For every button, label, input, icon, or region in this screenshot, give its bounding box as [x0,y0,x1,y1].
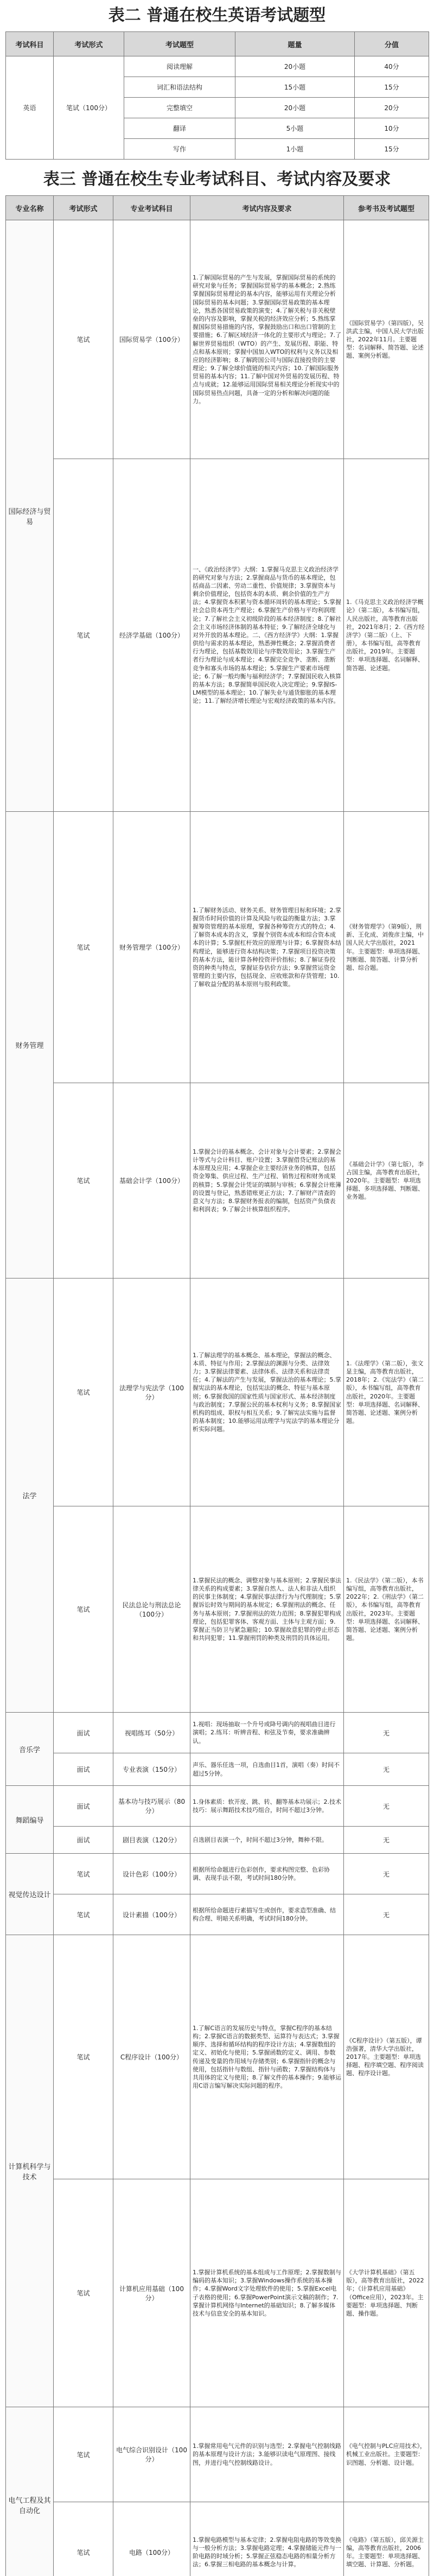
table3-header-subject: 专业考试科目 [113,196,190,220]
exam-content: 1.掌握计算机系统的基本组成与工作原理；2.掌握数制与编码的基本知识；3.掌握Windows操作系统的基本操作；4.掌握Word文字处理软件的使用；5.掌握Excel电子表格的使用；6.掌握PowerPoint演示文稿的制作；7.掌握计算机网络与Internet的基础知识；8.了解多媒体技术与信息安全的基本知识。 [190,2179,344,2407]
exam-reference: 《财务管理学》（第9版），荆新、王化成、刘俊彦主编，中国人民大学出版社，2021年。主要题型：单项选择题、判断题、简答题、计算分析题、综合题。 [344,812,429,1083]
exam-reference: 1.《法理学》（第二版），张文显主编，高等教育出版社，2018年；2.《宪法学》（第二版），本书编写组，高等教育出版社，2020年。主要题型：单项选择题、名词解释、简答题、论述题、案例分析题。 [344,1279,429,1506]
major-name: 音乐学 [6,1713,54,1786]
exam-reference: 《大学计算机基础》（第五版），高等教育出版社，2022年；《计算机应用基础》（Office应用），2023年。主要题型：单项选择题、判断题、操作题。 [344,2179,429,2407]
question-score: 10分 [355,118,429,139]
exam-subject: 经济学基础（100分） [113,459,190,812]
table3-header-content: 考试内容及要求 [190,196,344,220]
major-name: 舞蹈编导 [6,1786,54,1854]
exam-subject: 民法总论与刑法总论（100分） [113,1506,190,1713]
exam-subject: 专业表演（150分） [113,1753,190,1786]
table3-header-row [6,196,429,220]
exam-subject: 视唱练耳（50分） [113,1713,190,1753]
major-name: 电气工程及其自动化 [6,2407,54,2576]
exam-reference: 无 [344,1827,429,1854]
table-row [6,1935,429,2179]
table-row [6,1083,429,1279]
table-row [6,1854,429,1894]
exam-content: 1.掌握民法的概念、调整对象与基本原则；2.掌握民事法律关系的构成要素；3.掌握自然人、法人和非法人组织的民事主体制度；4.掌握民事法律行为与代理制度；5.掌握诉讼时效与期间的基本规定；6.掌握刑法的概念、任务与基本原则；7.掌握刑法的效力范围；8.掌握犯罪构成理论，包括犯罪客体、客观方面、主体与主观方面；9.掌握正当防卫与紧急避险；10.掌握故意犯罪的停止形态和共同犯罪；11.掌握刑罚的种类及刑罚的具体运用。 [190,1506,344,1713]
exam-subject: 剧目表演（120分） [113,1827,190,1854]
question-type: 词汇和语法结构 [124,77,235,98]
major-name: 法学 [6,1279,54,1713]
major-name: 视觉传达设计 [6,1854,54,1935]
table-row [6,2407,429,2502]
major-name: 计算机科学与技术 [6,1935,54,2407]
exam-reference: 《电路》（第五版），邱关源主编，高等教育出版社，2006年。主要题型：单项选择题、填空题、计算题、分析题。 [344,2502,429,2576]
exam-subject: 基础会计学（100分） [113,1083,190,1279]
table3-header-form: 考试形式 [54,196,113,220]
exam-form: 笔试 [54,2502,113,2576]
exam-content: 根据所给命题进行色彩创作，要求构图完整、色彩协调、表现手法不限，考试时间180分钟。 [190,1854,344,1894]
table2-header-subject: 考试科目 [6,32,54,56]
exam-content: 1.了解法理学的基本概念、基本理论，掌握法的概念、本质、特征与作用；2.掌握法的渊源与分类、法律效力；3.掌握法律要素、法律体系、法律关系和法律责任；4.了解法的产生与发展，掌握法治的基本理论；5.掌握宪法的基本理论，包括宪法的概念、特征与基本原则；6.掌握我国的国家性质与国家形式、基本经济制度与政治制度；7.掌握公民的基本权利与义务；8.掌握国家机构的组成、职权与相互关系；9.了解宪法实施与监督的基本制度；10.能够运用法理学与宪法学的基本理论分析实际问题。 [190,1279,344,1506]
table2-header-count: 题量 [235,32,355,56]
exam-reference: 无 [344,1894,429,1935]
exam-form: 笔试 [54,812,113,1083]
table2-title: 表二 普通在校生英语考试题型 [108,6,326,25]
table-row [6,1827,429,1854]
exam-subject: 设计素描（100分） [113,1894,190,1935]
exam-subject: 设计色彩（100分） [113,1854,190,1894]
table2-subject-cell: 英语 [6,56,54,160]
exam-content: 1.视唱：现场抽取一个升号或降号调内的视唱曲目进行演唱；2.练耳：听辨音程、和弦及节奏，要求准确辨认。 [190,1713,344,1753]
question-type: 翻译 [124,118,235,139]
exam-form: 面试 [54,1827,113,1854]
table2-format-cell: 笔试（100分） [54,56,124,160]
exam-form: 笔试 [54,459,113,812]
exam-content: 1.身体素质：软开度、跳、转、翻等基本功展示；2.技术技巧：展示舞蹈技术技巧组合，时间不超过3分钟。 [190,1786,344,1827]
table3-title: 表三 普通在校生专业考试科目、考试内容及要求 [43,170,391,189]
exam-form: 笔试 [54,1506,113,1713]
table-row [6,1506,429,1713]
exam-content: 一、《政治经济学》大纲：1.掌握马克思主义政治经济学的研究对象与方法；2.掌握商品与货币的基本理论，包括商品二因素、劳动二重性、价值规律；3.掌握资本与剩余价值理论，包括资本的本质、剩余价值的生产方法；4.掌握资本积累与资本循环周转的基本理论；5.掌握社会总资本再生产理论；6.掌握生产价格与平均利润理论；7.了解社会主义初级阶段的基本经济制度；8.了解社会主义市场经济体制的基本特征；9.了解经济全球化与对外开放的基本理论。二、《西方经济学》大纲：1.掌握供给与需求的基本理论，熟悉弹性概念；2.掌握消费者行为理论，包括基数效用论与序数效用论；3.掌握生产者行为理论与成本理论；4.掌握完全竞争、垄断、垄断竞争和寡头市场的基本理论；5.掌握生产要素市场理论；6.了解一般均衡与福利经济学；7.掌握国民收入核算的基本方法；8.掌握简单国民收入决定理论；9.掌握IS-LM模型的基本理论；10.了解失业与通货膨胀的基本理论；11.了解经济增长理论与宏观经济政策的基本内容。 [190,459,344,812]
exam-reference: 《C程序设计》（第五版），谭浩强著，清华大学出版社，2017年。主要题型：单项选择题、程序填空题、程序阅读题、程序设计题。 [344,1935,429,2179]
table-row [6,1894,429,1935]
question-count: 20小题 [235,98,355,118]
exam-content: 自选剧目表演一个，时间不超过3分钟，舞种不限。 [190,1827,344,1854]
exam-form: 笔试 [54,220,113,459]
table-row [6,2179,429,2407]
question-type: 阅读理解 [124,56,235,77]
table-row [6,220,429,459]
exam-content: 1.掌握会计的基本概念、会计对象与会计要素；2.掌握会计等式与会计科目、账户设置；3.掌握借贷记账法的基本原理及应用；4.掌握企业主要经济业务的核算，包括资金筹集、供应过程、生产过程、销售过程和财务成果的核算；5.掌握会计凭证的填制与审核；6.掌握会计账簿的设置与登记，熟悉错账更正方法；7.了解财产清查的意义与方法；8.掌握财务报表的编制，包括资产负债表和利润表；9.了解会计核算组织程序。 [190,1083,344,1279]
exam-content: 根据所给命题进行素描写生或创作，要求造型准确、结构合理、明暗关系明确，考试时间180分钟。 [190,1894,344,1935]
table2-header-row [6,32,429,56]
question-score: 15分 [355,77,429,98]
exam-reference: 《国际贸易学》（第四版），吴洪武主编，中国人民大学出版社，2022年11月。主要题型：名词解释、简答题、论述题、案例分析题。 [344,220,429,459]
exam-form: 面试 [54,1786,113,1827]
major-name: 国际经济与贸易 [6,220,54,812]
exam-reference: 《基础会计学》（第七版），李占国主编，高等教育出版社，2020年。主要题型：单项选择题、多项选择题、判断题、业务题。 [344,1083,429,1279]
exam-content: 1.了解C语言的发展历史与特点，掌握C程序的基本结构；2.掌握C语言的数据类型、运算符与表达式；3.掌握顺序、选择和循环结构的程序设计方法；4.掌握数组的定义、初始化与使用；5.掌握函数的定义、调用、参数传递及变量的作用域与存储类别；6.掌握指针的概念与使用，包括指针与数组、指针与函数；7.掌握结构体与共用体的定义与使用；8.了解文件的基本操作；9.能够运用C语言编写解决实际问题的程序。 [190,1935,344,2179]
question-count: 20小题 [235,56,355,77]
question-type: 完整填空 [124,98,235,118]
table3 [5,195,429,2576]
question-count: 5小题 [235,118,355,139]
table-row [6,56,429,77]
table3-header-major: 专业名称 [6,196,54,220]
table2-header-type: 考试题型 [124,32,235,56]
exam-form: 笔试 [54,2179,113,2407]
exam-form: 笔试 [54,1894,113,1935]
exam-form: 面试 [54,1713,113,1753]
table-row [6,1279,429,1506]
exam-subject: 财务管理学（100分） [113,812,190,1083]
table2-header-score: 分值 [355,32,429,56]
exam-content: 声乐、器乐任选一项，自选曲目1首，演唱（奏）时间不超过5分钟。 [190,1753,344,1786]
table-row [6,1786,429,1827]
exam-form: 面试 [54,1753,113,1786]
table2-header-format: 考试形式 [54,32,124,56]
table-row [6,2502,429,2576]
question-score: 15分 [355,139,429,160]
exam-form: 笔试 [54,1854,113,1894]
exam-subject: 法理学与宪法学（100分） [113,1279,190,1506]
exam-reference: 无 [344,1753,429,1786]
exam-subject: 计算机应用基础（100分） [113,2179,190,2407]
table-row [6,459,429,812]
exam-subject: 基本功与技巧展示（80分） [113,1786,190,1827]
exam-form: 笔试 [54,1279,113,1506]
exam-subject: 国际贸易学（100分） [113,220,190,459]
table-row [6,812,429,1083]
question-count: 1小题 [235,139,355,160]
exam-subject: 电路（100分） [113,2502,190,2576]
question-score: 40分 [355,56,429,77]
major-name: 财务管理 [6,812,54,1279]
exam-reference: 无 [344,1713,429,1753]
exam-subject: 电气综合识别设计（100分） [113,2407,190,2502]
exam-form: 笔试 [54,2407,113,2502]
table3-header-ref: 参考书及考试题型 [344,196,429,220]
exam-reference: 无 [344,1854,429,1894]
question-type: 写作 [124,139,235,160]
exam-form: 笔试 [54,1935,113,2179]
question-score: 20分 [355,98,429,118]
exam-reference: 1.《马克思主义政治经济学概论》（第二版），本书编写组，人民出版社，高等教育出版社，2021年8月；2.《西方经济学》（第二版）（上、下册），本书编写组，高等教育出版社，2019年。主要题型：单项选择题、名词解释、简答题、论述题。 [344,459,429,812]
exam-subject: C程序设计（100分） [113,1935,190,2179]
exam-reference: 无 [344,1786,429,1827]
table-row [6,1713,429,1753]
exam-reference: 1.《民法学》（第二版），本书编写组，高等教育出版社，2022年；2.《刑法学》（第二版），本书编写组，高等教育出版社，2023年。主要题型：单项选择题、名词解释、简答题、论述题、案例分析题。 [344,1506,429,1713]
exam-reference: 《电气控制与PLC应用技术》，机械工业出版社。主要题型：识图题、分析题、设计题。 [344,2407,429,2502]
exam-form: 笔试 [54,1083,113,1279]
exam-content: 1.了解国际贸易的产生与发展，掌握国际贸易的系统的研究对象与任务；掌握国际贸易学的基本概念；2.熟练掌握国际贸易理论的基本内容，能够运用有关理论分析国际贸易的基本问题；3.掌握国际贸易政策的基本理论，熟悉各国贸易政策的演变；4.了解关税与非关税壁垒的内容及影响，掌握关税的经济效应分析；5.熟练掌握国际贸易措施的内容，掌握鼓励出口和出口管制的主要措施；6.了解区域经济一体化的主要形式与理论；7.了解世界贸易组织（WTO）的产生、发展历程、职能、特点和基本原则；掌握中国加入WTO的权利与义务以及相应的经济影响；8.了解跨国公司与国际直接投资的主要理论；9.了解全球价值链的相关内容；10.了解国际服务贸易的基本内容；11.了解中国对外贸易的发展历程、特点与成就；12.能够运用国际贸易相关理论分析现实中的国际贸易热点问题，具备一定的分析和解决问题的能力。 [190,220,344,459]
question-count: 15小题 [235,77,355,98]
table-row [6,1753,429,1786]
exam-content: 1.了解财务活动、财务关系、财务管理目标和环境；2.掌握货币时间价值的计算及风险与收益的衡量方法；3.掌握筹资管理的基本原理，掌握各种筹资方式的特点；4.了解资本成本的含义，掌握个别资本成本和综合资本成本的计算；5.掌握杠杆效应的原理与计算；6.掌握资本结构理论，能够进行资本结构决策；7.掌握项目投资决策的基本方法，能计算各种投资评价指标；8.了解证券投资的种类与特点，掌握证券估价方法；9.掌握营运资金管理的主要内容，包括现金、应收账款和存货管理；10.了解收益分配的基本原则与股利政策。 [190,812,344,1083]
table2 [5,31,429,160]
exam-content: 1.掌握常用电气元件的识别与选型；2.掌握电气控制线路的基本原理与设计方法；3.能够识读电气原理图、接线图，并进行电气控制线路设计。 [190,2407,344,2502]
exam-content: 1.掌握电路模型与基本定律；2.掌握电阻电路的等效变换与一般分析方法；3.掌握电路定理；4.掌握储能元件与一阶电路的时域分析；5.掌握正弦稳态电路的相量分析方法；6.掌握三相电路的基本概念与计算。 [190,2502,344,2576]
